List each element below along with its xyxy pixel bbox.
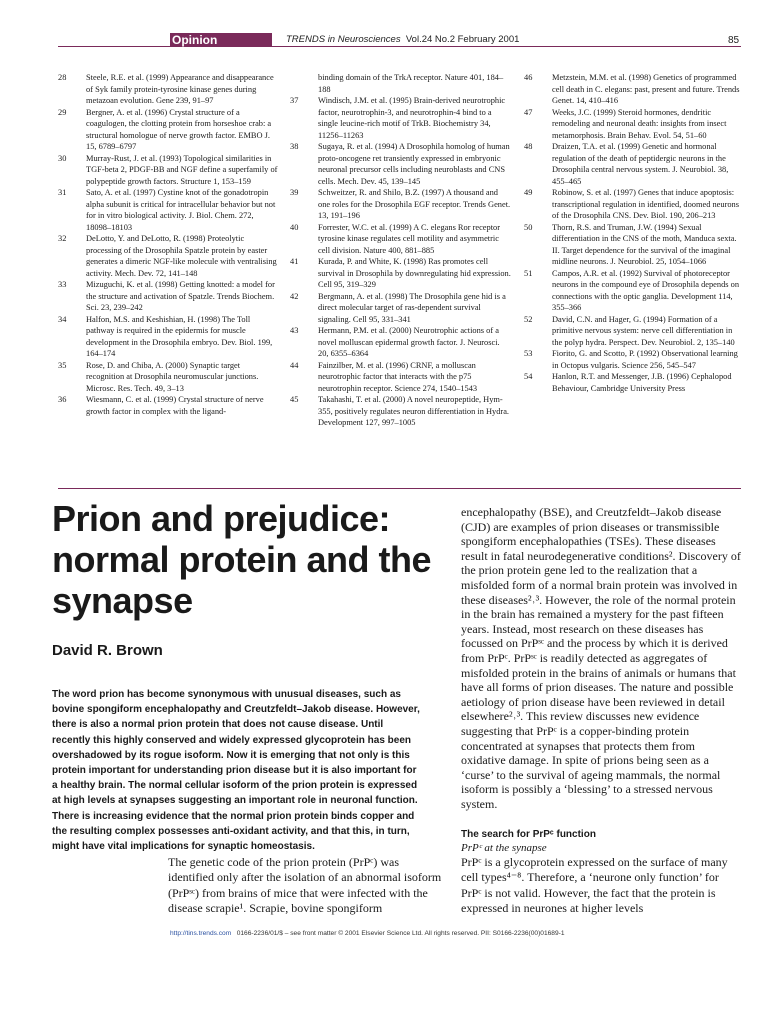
footer-text: 0166-2236/01/$ – see front matter © 2001 Elsevier Science Ltd. All rights reserved. PII: S0166-2236(00)01689-1	[236, 930, 565, 937]
reference-item	[58, 394, 280, 417]
header-rule	[58, 46, 741, 47]
reference-column-1	[58, 72, 280, 417]
reference-number: 42	[290, 291, 299, 301]
reference-text: Schweitzer, R. and Shilo, B.Z. (1997) A thousand and one roles for the Drosophila EGF receptor. Trends Genet. 13, 191–196	[318, 188, 511, 220]
author-name: David R. Brown	[52, 642, 163, 659]
reference-text: Forrester, W.C. et al. (1999) A C. elegans Ror receptor tyrosine kinase regulates cell motility and asymmetric cell division. Nature 400, 881–885	[318, 222, 501, 255]
reference-item	[290, 360, 512, 395]
reference-item	[58, 233, 280, 279]
reference-text: Windisch, J.M. et al. (1995) Brain-derived neurotrophic factor, neurotrophin-3, and neurotrophin-4 bind to a single leucine-rich motif of TrkB. Biochemistry 34, 11256–11263	[318, 96, 506, 140]
reference-item	[524, 107, 740, 142]
reference-text: DeLotto, Y. and DeLotto, R. (1998) Proteolytic processing of the Drosophila Spatzle protein by easter generates a dimeric NGF-like molecule with ventralising activity. Mech. Dev. 72, 141–148	[86, 234, 277, 278]
reference-text: Hanlon, R.T. and Messenger, J.B. (1996) Cephalopod Behaviour, Cambridge University Press	[552, 372, 732, 393]
reference-item	[290, 141, 512, 187]
reference-text: Weeks, J.C. (1999) Steroid hormones, dendritic remodeling and neuronal death: insights from insect metamorphosis. Brain Behav. Evol. 54, 51–60	[552, 107, 727, 140]
reference-item	[290, 222, 512, 257]
reference-number: 38	[290, 142, 299, 151]
reference-number: 49	[524, 188, 533, 197]
reference-item	[524, 348, 740, 371]
reference-number: 34	[58, 314, 67, 324]
reference-text: Rose, D. and Chiba, A. (2000) Synaptic target recognition at Drosophila neuromuscular junctions. Microsc. Res. Tech. 49, 3–13	[86, 360, 259, 393]
reference-text: Steele, R.E. et al. (1999) Appearance and disappearance of Syk family protein-tyrosine kinase genes during metazoan evolution. Gene 239, 91–97	[86, 73, 274, 105]
reference-text: Thorn, R.S. and Truman, J.W. (1994) Sexual differentiation in the CNS of the moth, Manduca sexta. II. Target dependence for the survival of the imaginal midline neurons. J. Neurobiol. 25, 1054–1066	[552, 222, 737, 266]
body-text-right-continued: PrPᶜ is a glycoprotein expressed on the surface of many cell types⁴⁻⁸. Therefore, a ‘neurone only function’ for PrPᶜ is not valid. However, the fact that the protein is expressed in neurones at higher levels	[461, 855, 728, 916]
reference-number: 52	[524, 314, 533, 324]
reference-item	[524, 314, 740, 349]
reference-number: 32	[58, 234, 67, 243]
reference-number: 48	[524, 142, 533, 151]
reference-item	[524, 141, 740, 187]
reference-item	[524, 72, 740, 107]
reference-number: 50	[524, 222, 533, 232]
footer-url[interactable]: http://tins.trends.com	[170, 930, 232, 937]
reference-number: 39	[290, 188, 299, 197]
reference-number: 29	[58, 107, 67, 117]
reference-text: Halfon, M.S. and Keshishian, H. (1998) The Toll pathway is required in the epidermis for muscle development in the Drosophila embryo. Dev. Biol. 199, 164–174	[86, 314, 273, 358]
reference-item	[290, 256, 512, 291]
reference-text: Sato, A. et al. (1997) Cystine knot of the gonadotropin alpha subunit is critical for intracellular behavior but not for in vitro biological activity. J. Biol. Chem. 272, 18098–18103	[86, 188, 276, 232]
reference-item	[524, 222, 740, 268]
reference-text: Takahashi, T. et al. (2000) A novel neuropeptide, Hym-355, positively regulates neuron differentiation in Hydra. Development 127, 997–1005	[318, 395, 510, 427]
reference-text: Mizuguchi, K. et al. (1998) Getting knotted: a model for the structure and activation of Spatzle. Trends Biochem. Sci. 23, 239–242	[86, 280, 275, 312]
journal-name: TRENDS in Neurosciences	[286, 34, 401, 45]
section-heading: The search for PrPᶜ function	[461, 829, 596, 840]
reference-item	[290, 187, 512, 222]
reference-number: 46	[524, 73, 533, 82]
reference-number: 54	[524, 372, 533, 381]
body-text-left: The genetic code of the prion protein (PrPᶜ) was identified only after the isolation of an abnormal isoform (PrPˢᶜ) from brains of mice that were infected with the disease scrapie¹. Scrapie, bovine spongiform	[168, 855, 442, 916]
section-subheading: PrPᶜ at the synapse	[461, 842, 547, 854]
reference-number: 33	[58, 280, 67, 289]
reference-text: Campos, A.R. et al. (1992) Survival of photoreceptor neurons in the compound eye of Drosophila depends on connections with the optic ganglia. Development 114, 355–366	[552, 268, 740, 312]
reference-text: Metzstein, M.M. et al. (1998) Genetics of programmed cell death in C. elegans: past, present and future. Trends Genet. 14, 410–416	[552, 73, 740, 105]
reference-text: Fainzilber, M. et al. (1996) CRNF, a molluscan neurotrophic factor that interacts with the p75 neurotrophin receptor. Science 274, 1540–1543	[318, 360, 478, 393]
reference-text: Kurada, P. and White, K. (1998) Ras promotes cell survival in Drosophila by downregulating hid expression. Cell 95, 319–329	[318, 257, 511, 289]
section-tag: Opinion	[170, 33, 272, 47]
article-title: Prion and prejudice: normal protein and the synapse	[52, 498, 432, 621]
reference-number: 37	[290, 96, 299, 105]
reference-item	[58, 187, 280, 233]
reference-text: Bergner, A. et al. (1996) Crystal structure of a coagulogen, the clotting protein from horseshoe crab: a structural homologue of nerve growth factor. EMBO J. 15, 6789–6797	[86, 107, 272, 151]
reference-number: 43	[290, 326, 299, 335]
reference-number: 28	[58, 73, 67, 82]
reference-text: Sugaya, R. et al. (1994) A Drosophila homolog of human proto-oncogene ret transiently expressed in embryonic neuronal precursor cells including neuroblasts and CNS cells. Mech. Dev. 45, 139–145	[318, 142, 510, 186]
reference-item	[290, 72, 512, 95]
section-divider	[58, 488, 741, 489]
reference-item	[290, 394, 512, 429]
reference-item	[58, 279, 280, 314]
reference-number: 51	[524, 268, 533, 278]
reference-item	[524, 187, 740, 222]
reference-number: 41	[290, 257, 299, 266]
reference-item	[290, 95, 512, 141]
reference-text: Fiorito, G. and Scotto, P. (1992) Observational learning in Octopus vulgaris. Science 256, 545–547	[552, 349, 738, 370]
journal-line	[286, 34, 519, 45]
reference-number: 35	[58, 360, 67, 370]
reference-text: Murray-Rust, J. et al. (1993) Topological similarities in TGF-beta 2, PDGF-BB and NGF define a superfamily of polypeptide growth factors. Structure 1, 153–159	[86, 153, 278, 186]
reference-text: Wiesmann, C. et al. (1999) Crystal structure of nerve growth factor in complex with the ligand-	[86, 395, 264, 416]
reference-column-3	[524, 72, 740, 394]
journal-issue: Vol.24 No.2 February 2001	[405, 34, 520, 45]
reference-text: Hermann, P.M. et al. (2000) Neurotrophic actions of a novel molluscan epidermal growth factor. J. Neurosci. 20, 6355–6364	[318, 326, 500, 358]
reference-text: Bergmann, A. et al. (1998) The Drosophila gene hid is a direct molecular target of ras-dependent survival signaling. Cell 95, 331–341	[318, 291, 506, 324]
reference-number: 30	[58, 153, 67, 163]
reference-item	[58, 314, 280, 360]
reference-text: Robinow, S. et al. (1997) Genes that induce apoptosis: transcriptional regulation in identified, doomed neurons of the Drosophila CNS. Dev. Biol. 190, 206–213	[552, 188, 739, 220]
reference-number: 40	[290, 222, 299, 232]
reference-item	[524, 371, 740, 394]
reference-text: David, C.N. and Hager, G. (1994) Formation of a primitive nervous system: nerve cell differentiation in the polyp hydra. Perspect. Dev. Neurobiol. 2, 135–140	[552, 314, 735, 347]
reference-item	[290, 325, 512, 360]
reference-item	[58, 153, 280, 188]
body-text-right: encephalopathy (BSE), and Creutzfeldt–Jakob disease (CJD) are examples of prion diseases or transmissible spongiform encephalopathies (TSEs). These diseases result in fatal neurodegenerative conditions². Discovery of the prion protein gene led to the realization that a misfolded form of a normal brain protein was involved in these diseases²˒³. However, the role of the normal protein in the brain has remained a mystery for the past fifteen years. Instead, most research on these diseases has focussed on PrPˢᶜ and the process by which it is derived from PrPᶜ. PrPˢᶜ is readily detected as aggregates of misfolded protein in the brains of animals or humans that have all forms of prion diseases. The nature and possible aetiology of prion disease have been reviewed in detail elsewhere²˒³. This review discusses new evidence suggesting that PrPᶜ is a copper-binding protein concentrated at synapses that protects them from oxidative damage. In spite of prions being seen as a ‘curse’ to the survival of ageing mammals, the normal isoform is possibly a ‘blessing’ to a stressed nervous system.	[461, 505, 741, 811]
reference-item	[290, 291, 512, 326]
reference-number: 36	[58, 395, 67, 404]
reference-number: 53	[524, 349, 533, 358]
reference-item	[58, 360, 280, 395]
reference-item	[58, 72, 280, 107]
reference-column-2	[290, 72, 512, 429]
reference-number: 47	[524, 107, 533, 117]
reference-item	[58, 107, 280, 153]
reference-text: Draizen, T.A. et al. (1999) Genetic and hormonal regulation of the death of peptidergic neurons in the Drosophila central nervous system. J. Neurobiol. 38, 455–465	[552, 142, 729, 186]
footer	[170, 930, 564, 937]
reference-number: 44	[290, 360, 299, 370]
reference-text: binding domain of the TrkA receptor. Nature 401, 184–188	[318, 73, 504, 94]
reference-number: 45	[290, 395, 299, 404]
reference-number: 31	[58, 188, 67, 197]
page-number: 85	[728, 35, 740, 46]
abstract: The word prion has become synonymous with unusual diseases, such as bovine spongiform encephalopathy and Creutzfeldt–Jakob disease. However, there is also a normal prion protein that does not cause disease. Until recently this highly conserved and widely expressed glycoprotein has been overshadowed by its rogue isoform. Now it is emerging that not only is this protein important for understanding prion disease but it is also important for a healthy brain. The normal cellular isoform of the prion protein is expressed at high levels at synapses suggesting an important role in neuronal function. There is increasing evidence that the normal prion protein binds copper and the resulting complex possesses anti-oxidant activity, and that this, in turn, might have vital implications for synaptic homeostasis.	[52, 689, 420, 853]
reference-item	[524, 268, 740, 314]
